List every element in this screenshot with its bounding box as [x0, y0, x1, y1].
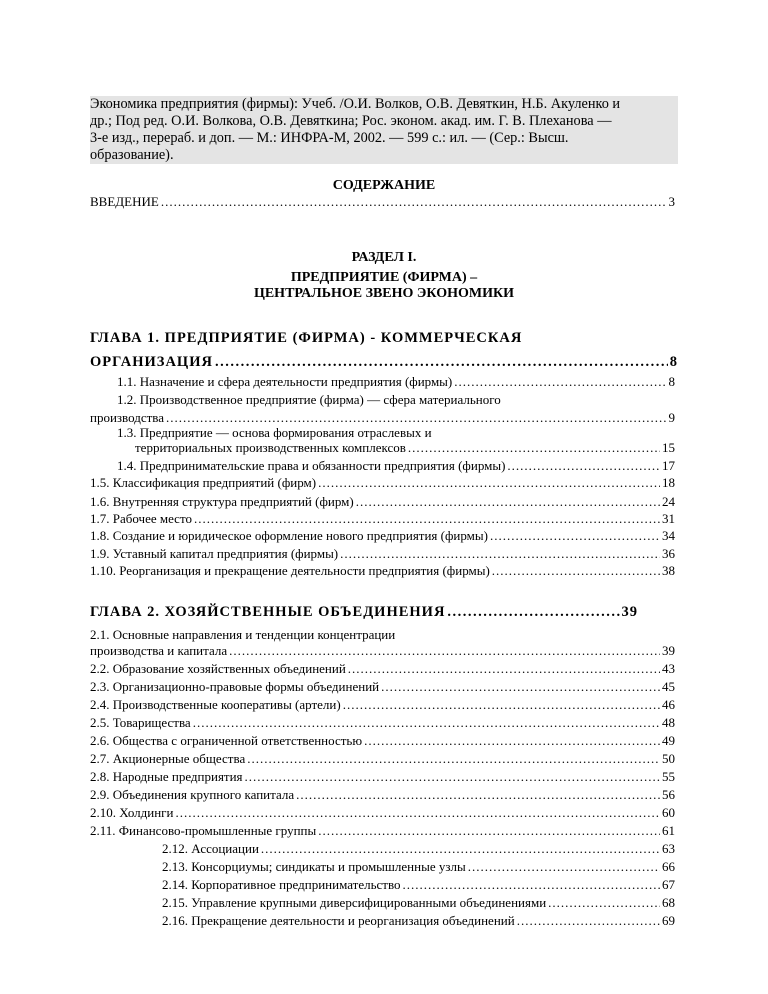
toc-entry-title: 2.13. Консорциумы; синдикаты и промышленные узлы	[162, 859, 466, 874]
toc-entry	[162, 913, 675, 929]
toc-entry-title: 1.4. Предпринимательские права и обязанности предприятия (фирмы)	[117, 458, 506, 473]
toc-entry-title: 2.3. Организационно-правовые формы объединений	[90, 679, 380, 694]
toc-page-number: 48	[662, 715, 675, 730]
toc-entry-title: 2.12. Ассоциации	[162, 841, 259, 856]
toc-entry-title: 1.6. Внутренняя структура предприятий (фирм)	[90, 494, 354, 509]
toc-entry-title: производства и капитала	[90, 643, 228, 658]
section-title-line1: ПРЕДПРИЯТИЕ (ФИРМА) –	[290, 270, 478, 285]
toc-entry-title: 2.7. Акционерные общества	[90, 751, 246, 766]
toc-entry	[90, 733, 675, 749]
toc-page-number: 24	[662, 494, 675, 509]
toc-leader	[343, 697, 660, 713]
biblio-line: 3-е изд., перераб. и доп. — М.: ИНФРА-М, 2002. — 599 с.: ил. — (Сер.: Высш.	[90, 130, 569, 146]
toc-entry	[162, 877, 675, 893]
toc-page-number: 38	[662, 563, 675, 578]
toc-leader	[245, 769, 660, 785]
toc-page-number: 49	[662, 733, 675, 748]
toc-entry-title: производства	[90, 410, 165, 425]
toc-entry-title: 1.2. Производственное предприятие (фирма) — сфера материального	[117, 392, 501, 407]
toc-entry	[90, 787, 675, 803]
toc-entry	[90, 475, 675, 491]
toc-leader	[408, 440, 660, 456]
toc-entry-title: 2.5. Товарищества	[90, 715, 191, 730]
toc-entry-title: 1.9. Уставный капитал предприятия (фирмы)	[90, 546, 339, 561]
toc-leader	[548, 895, 660, 911]
toc-page-number: 61	[662, 823, 675, 838]
toc-entry	[90, 410, 675, 426]
toc-page-number: 8	[669, 354, 678, 370]
toc-entry	[90, 769, 675, 785]
toc-entry	[90, 805, 675, 821]
toc-entry-title: 1.5. Классификация предприятий (фирм)	[90, 475, 317, 490]
toc-page-number: 45	[662, 679, 675, 694]
toc-leader	[403, 877, 660, 893]
toc-leader	[468, 859, 660, 875]
toc-entry-title: ВВЕДЕНИЕ	[90, 194, 159, 209]
toc-leader	[340, 546, 660, 562]
biblio-line: Экономика предприятия (фирмы): Учеб. /О.И. Волков, О.В. Девяткин, Н.Б. Акуленко и	[90, 96, 621, 112]
toc-page-number: 36	[662, 546, 675, 561]
section-title-line2: ЦЕНТРАЛЬНОЕ ЗВЕНО ЭКОНОМИКИ	[253, 286, 515, 301]
toc-entry-title: 2.9. Объединения крупного капитала	[90, 787, 295, 802]
toc-page-number: 17	[662, 458, 675, 473]
toc-entry-title: 1.3. Предприятие — основа формирования отраслевых и	[117, 425, 432, 440]
toc-entry-title: 2.10. Холдинги	[90, 805, 174, 820]
toc-leader	[261, 841, 660, 857]
section-label: РАЗДЕЛ I.	[351, 250, 417, 265]
toc-page-number: 8	[668, 374, 675, 389]
toc-entry	[162, 859, 675, 875]
toc-leader	[356, 494, 660, 510]
toc-page-number: 68	[662, 895, 675, 910]
toc-page-number: 63	[662, 841, 675, 856]
toc-page-number: 3	[668, 194, 675, 209]
toc-leader	[490, 528, 660, 544]
chapter2-title-entry	[90, 604, 638, 620]
toc-entry-title: ОРГАНИЗАЦИЯ	[90, 354, 213, 370]
toc-entry-title: 1.10. Реорганизация и прекращение деятельности предприятия (фирмы)	[90, 563, 490, 578]
toc-leader	[296, 787, 660, 803]
toc-page-number: 15	[662, 440, 675, 455]
biblio-line: образование).	[90, 147, 174, 163]
toc-entry	[90, 563, 675, 579]
toc-leader	[247, 751, 660, 767]
toc-leader	[364, 733, 660, 749]
toc-entry	[90, 546, 675, 562]
toc-entry-title: 2.15. Управление крупными диверсифицированными объединениями	[162, 895, 547, 910]
toc-entry	[162, 895, 675, 911]
toc-page-number: 39	[662, 643, 675, 658]
toc-page-number: 56	[662, 787, 675, 802]
toc-leader	[215, 354, 668, 370]
toc-leader	[454, 374, 666, 390]
toc-leader	[381, 679, 660, 695]
toc-page-number: 69	[662, 913, 675, 928]
toc-entry	[90, 643, 675, 659]
toc-entry	[117, 374, 675, 390]
toc-page-number: 43	[662, 661, 675, 676]
toc-entry-title: 2.11. Финансово-промышленные группы	[90, 823, 317, 838]
toc-entry	[117, 458, 675, 474]
toc-page-number: 34	[662, 528, 675, 543]
toc-page-number: 39	[621, 604, 638, 620]
toc-leader	[447, 604, 619, 620]
contents-title: СОДЕРЖАНИЕ	[332, 178, 436, 193]
toc-page-number: 9	[668, 410, 675, 425]
toc-entry	[90, 494, 675, 510]
toc-page-number: 18	[662, 475, 675, 490]
toc-leader	[175, 805, 660, 821]
toc-entry-title: 2.14. Корпоративное предпринимательство	[162, 877, 401, 892]
toc-entry	[90, 679, 675, 695]
chapter1-title-entry	[90, 354, 678, 370]
toc-leader	[318, 475, 660, 491]
toc-leader	[194, 511, 660, 527]
toc-entry-title: 2.2. Образование хозяйственных объединений	[90, 661, 346, 676]
toc-entry	[90, 697, 675, 713]
toc-leader	[193, 715, 660, 731]
toc-entry	[90, 751, 675, 767]
chapter1-title-line1: ГЛАВА 1. ПРЕДПРИЯТИЕ (ФИРМА) - КОММЕРЧЕСКАЯ	[90, 330, 523, 346]
toc-entry	[90, 715, 675, 731]
toc-page-number: 50	[662, 751, 675, 766]
toc-leader	[492, 563, 660, 579]
toc-page-number: 60	[662, 805, 675, 820]
toc-entry	[90, 823, 675, 839]
toc-leader	[161, 194, 667, 210]
toc-entry-title: 2.16. Прекращение деятельности и реорганизация объединений	[162, 913, 515, 928]
toc-entry-title: 2.1. Основные направления и тенденции концентрации	[90, 627, 396, 642]
toc-entry-title: 2.6. Общества с ограниченной ответственностью	[90, 733, 363, 748]
bibliographic-reference	[90, 96, 678, 164]
toc-entry	[90, 511, 675, 527]
toc-entry-title: территориальных производственных комплексов	[135, 440, 406, 455]
toc-leader	[166, 410, 666, 426]
toc-leader	[348, 661, 660, 677]
toc-entry-title: ГЛАВА 2. ХОЗЯЙСТВЕННЫЕ ОБЪЕДИНЕНИЯ	[90, 604, 446, 620]
toc-page-number: 66	[662, 859, 675, 874]
toc-leader	[229, 643, 660, 659]
toc-page-number: 46	[662, 697, 675, 712]
toc-leader	[507, 458, 660, 474]
toc-entry-intro	[90, 194, 675, 210]
toc-entry-title: 2.8. Народные предприятия	[90, 769, 243, 784]
toc-entry	[135, 440, 675, 456]
toc-entry-title: 1.1. Назначение и сфера деятельности предприятия (фирмы)	[117, 374, 453, 389]
toc-entry-title: 1.7. Рабочее место	[90, 511, 192, 526]
biblio-line: др.; Под ред. О.И. Волкова, О.В. Девяткина; Рос. эконом. акад. им. Г. В. Плеханова —	[90, 113, 612, 129]
toc-entry	[90, 661, 675, 677]
toc-page-number: 31	[662, 511, 675, 526]
toc-entry	[162, 841, 675, 857]
toc-entry-title: 2.4. Производственные кооперативы (артели)	[90, 697, 341, 712]
toc-page-number: 55	[662, 769, 675, 784]
toc-entry	[90, 528, 675, 544]
toc-leader	[517, 913, 660, 929]
toc-leader	[318, 823, 660, 839]
toc-page-number: 67	[662, 877, 675, 892]
toc-entry-title: 1.8. Создание и юридическое оформление нового предприятия (фирмы)	[90, 528, 488, 543]
